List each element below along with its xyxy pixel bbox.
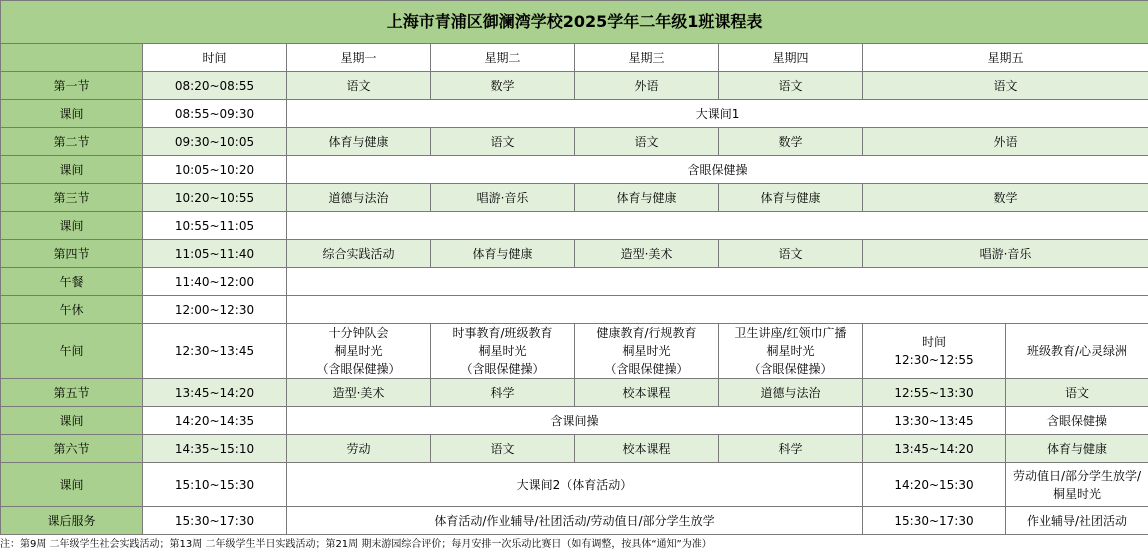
header-time: 时间 (143, 44, 287, 72)
row-time: 15:10~15:30 (143, 463, 287, 507)
table-row (1, 435, 1148, 463)
cell-line: 桐星时光 (334, 344, 383, 358)
break-activity: 含眼保健操 (287, 156, 1148, 184)
break-activity: 大课间2（体育活动） (287, 463, 863, 507)
cell-thursday (719, 324, 863, 379)
cell-line: 桐星时光 (478, 344, 527, 358)
cell-line: 时事教育/班级教育 (452, 326, 553, 340)
row-label: 第三节 (1, 184, 143, 212)
cell-line: 十分钟队会 (328, 326, 389, 340)
cell-monday: 造型·美术 (287, 379, 431, 407)
cell-wednesday: 体育与健康 (575, 184, 719, 212)
cell-tuesday: 语文 (431, 128, 575, 156)
table-row (1, 463, 1148, 507)
cell-thursday: 科学 (719, 435, 863, 463)
row-time: 10:05~10:20 (143, 156, 287, 184)
row-time: 10:20~10:55 (143, 184, 287, 212)
break-activity (287, 212, 1148, 240)
friday-time: 12:55~13:30 (863, 379, 1006, 407)
row-label: 午休 (1, 296, 143, 324)
table-row (1, 212, 1148, 240)
row-label: 第二节 (1, 128, 143, 156)
cell-line: 12:30~12:55 (894, 353, 974, 367)
row-time: 14:20~14:35 (143, 407, 287, 435)
header-monday: 星期一 (287, 44, 431, 72)
friday-time (863, 324, 1006, 379)
cell-thursday: 体育与健康 (719, 184, 863, 212)
table-row (1, 507, 1148, 535)
friday-time: 14:20~15:30 (863, 463, 1006, 507)
table-row (1, 407, 1148, 435)
cell-thursday: 数学 (719, 128, 863, 156)
cell-friday: 数学 (863, 184, 1148, 212)
cell-tuesday: 科学 (431, 379, 575, 407)
break-activity: 体育活动/作业辅导/社团活动/劳动值日/部分学生放学 (287, 507, 863, 535)
row-time: 08:20~08:55 (143, 72, 287, 100)
cell-friday: 含眼保健操 (1006, 407, 1148, 435)
table-row (1, 72, 1148, 100)
table-row (1, 184, 1148, 212)
row-label: 课后服务 (1, 507, 143, 535)
table-row (1, 156, 1148, 184)
row-time: 15:30~17:30 (143, 507, 287, 535)
cell-monday: 体育与健康 (287, 128, 431, 156)
cell-friday: 外语 (863, 128, 1148, 156)
cell-wednesday: 校本课程 (575, 435, 719, 463)
row-label: 课间 (1, 463, 143, 507)
cell-line: 卫生讲座/红领巾广播 (734, 326, 847, 340)
cell-friday: 班级教育/心灵绿洲 (1006, 324, 1148, 379)
cell-tuesday (431, 324, 575, 379)
cell-line: （含眼保健操） (460, 362, 545, 376)
cell-monday (287, 324, 431, 379)
cell-friday: 体育与健康 (1006, 435, 1148, 463)
friday-time: 13:45~14:20 (863, 435, 1006, 463)
break-activity (287, 268, 1148, 296)
table-row (1, 240, 1148, 268)
header-wednesday: 星期三 (575, 44, 719, 72)
table-row (1, 268, 1148, 296)
row-label: 课间 (1, 212, 143, 240)
row-label: 第四节 (1, 240, 143, 268)
row-time: 11:40~12:00 (143, 268, 287, 296)
cell-line: （含眼保健操） (316, 362, 401, 376)
table-row (1, 296, 1148, 324)
cell-monday: 道德与法治 (287, 184, 431, 212)
header-tuesday: 星期二 (431, 44, 575, 72)
cell-line: 桐星时光 (766, 344, 815, 358)
cell-thursday: 道德与法治 (719, 379, 863, 407)
header-thursday: 星期四 (719, 44, 863, 72)
cell-monday: 综合实践活动 (287, 240, 431, 268)
row-time: 14:35~15:10 (143, 435, 287, 463)
cell-wednesday (575, 324, 719, 379)
row-time: 12:00~12:30 (143, 296, 287, 324)
friday-time: 13:30~13:45 (863, 407, 1006, 435)
cell-thursday: 语文 (719, 240, 863, 268)
cell-tuesday: 数学 (431, 72, 575, 100)
cell-tuesday: 唱游·音乐 (431, 184, 575, 212)
cell-tuesday: 语文 (431, 435, 575, 463)
friday-time: 15:30~17:30 (863, 507, 1006, 535)
row-label: 第五节 (1, 379, 143, 407)
row-label: 课间 (1, 407, 143, 435)
table-row (1, 128, 1148, 156)
cell-line: （含眼保健操） (748, 362, 833, 376)
cell-line: 桐星时光 (1053, 486, 1102, 501)
cell-friday: 唱游·音乐 (863, 240, 1148, 268)
corner-cell (1, 44, 143, 72)
break-activity (287, 296, 1148, 324)
cell-monday: 劳动 (287, 435, 431, 463)
row-label: 午间 (1, 324, 143, 379)
cell-wednesday: 语文 (575, 128, 719, 156)
row-time: 09:30~10:05 (143, 128, 287, 156)
cell-friday: 语文 (1006, 379, 1148, 407)
cell-wednesday: 校本课程 (575, 379, 719, 407)
cell-friday: 语文 (863, 72, 1148, 100)
footnote: 注：第9周 二年级学生社会实践活动；第13周 二年级学生半日实践活动；第21周 期末游园综合评价；每月安排一次乐动比赛日（如有调整，按具体“通知”为准） (0, 539, 712, 550)
row-time: 12:30~13:45 (143, 324, 287, 379)
row-time: 08:55~09:30 (143, 100, 287, 128)
cell-line: 桐星时光 (622, 344, 671, 358)
break-activity: 大课间1 (287, 100, 1148, 128)
cell-thursday: 语文 (719, 72, 863, 100)
row-label: 午餐 (1, 268, 143, 296)
cell-wednesday: 外语 (575, 72, 719, 100)
header-friday: 星期五 (863, 44, 1148, 72)
cell-line: 时间 (921, 335, 946, 349)
row-time: 10:55~11:05 (143, 212, 287, 240)
cell-friday: 作业辅导/社团活动 (1006, 507, 1148, 535)
row-time: 11:05~11:40 (143, 240, 287, 268)
cell-line: 劳动值日/部分学生放学/ (1012, 468, 1142, 483)
row-label: 第一节 (1, 72, 143, 100)
cell-tuesday: 体育与健康 (431, 240, 575, 268)
cell-line: 健康教育/行规教育 (596, 326, 697, 340)
cell-line: （含眼保健操） (604, 362, 689, 376)
table-row (1, 100, 1148, 128)
cell-friday (1006, 463, 1148, 507)
table-row (1, 379, 1148, 407)
table-row (1, 324, 1148, 379)
break-activity: 含课间操 (287, 407, 863, 435)
sheet-title: 上海市青浦区御澜湾学校2025学年二年级1班课程表 (1, 1, 1148, 44)
cell-monday: 语文 (287, 72, 431, 100)
row-label: 第六节 (1, 435, 143, 463)
row-label: 课间 (1, 100, 143, 128)
row-time: 13:45~14:20 (143, 379, 287, 407)
row-label: 课间 (1, 156, 143, 184)
cell-wednesday: 造型·美术 (575, 240, 719, 268)
